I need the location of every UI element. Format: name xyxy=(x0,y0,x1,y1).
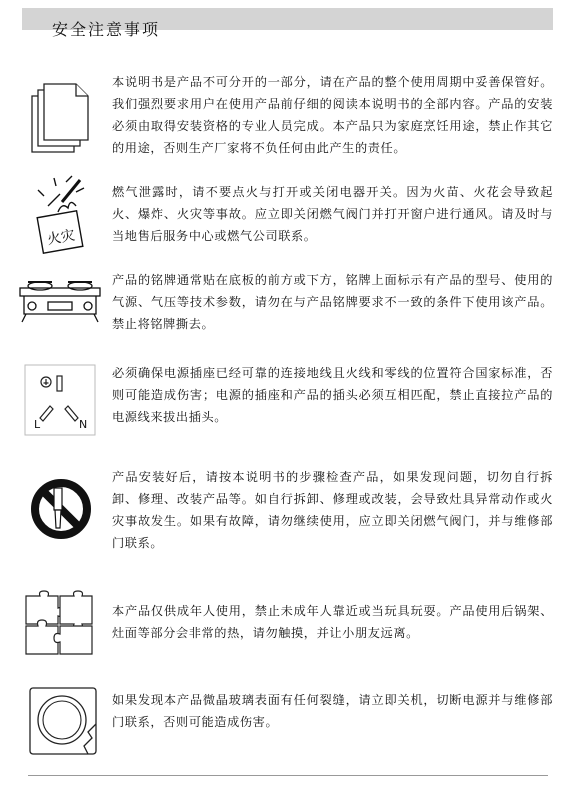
gas-stove-icon xyxy=(16,278,104,324)
safety-note-text: 本产品仅供成年人使用，禁止未成年人靠近或当玩具玩耍。产品使用后锅架、灶面等部分会非常的热，请勿触摸，并让小朋友远离。 xyxy=(112,604,553,640)
safety-note-text: 产品的铭牌通常贴在底板的前方或下方，铭牌上面标示有产品的型号、使用的气源、气压等技术参数，请勿在与产品铭牌要求不一致的条件下使用该产品。禁止将铭牌撕去。 xyxy=(112,273,553,331)
power-socket-icon xyxy=(24,364,96,436)
cracked-glass-panel-icon xyxy=(28,686,98,756)
page-title: 安全注意事项 xyxy=(52,19,161,39)
footer-divider xyxy=(28,775,548,776)
live-terminal-label: L xyxy=(34,418,41,431)
puzzle-pieces-icon xyxy=(22,590,96,656)
safety-note-text: 必须确保电源插座已经可靠的连接地线且火线和零线的位置符合国家标准，否则可能造成伤害；电源的插座和产品的插头必须互相匹配，禁止直接拉产品的电源线来拔出插头。 xyxy=(112,366,553,424)
no-disassembly-icon xyxy=(30,478,92,540)
fire-hazard-label: 火灾 xyxy=(45,227,77,249)
safety-note-text: 本说明书是产品不可分开的一部分，请在产品的整个使用周期中妥善保管好。我们强烈要求用户在使用产品前仔细的阅读本说明书的全部内容。产品的安装必须由取得安装资格的专业人员完成。本产品只为家庭烹饪用途，禁止作其它的用途，否则生产厂家将不负任何由此产生的责任。 xyxy=(112,75,553,155)
document-pages-icon xyxy=(30,82,92,154)
safety-note-text: 产品安装好后，请按本说明书的步骤检查产品，如果发现问题，切勿自行拆卸、修理、改装产品等。如自行拆卸、修理或改装，会导致灶具异常动作或火灾事故发生。如果有故障，请勿继续使用，应立即关闭燃气阀门，并与维修部门联系。 xyxy=(112,470,553,550)
fire-hazard-icon xyxy=(26,172,96,262)
safety-note-text: 如果发现本产品微晶玻璃表面有任何裂缝，请立即关机，切断电源并与维修部门联系，否则可能造成伤害。 xyxy=(112,693,553,729)
neutral-terminal-label: N xyxy=(79,418,88,431)
safety-note-text: 燃气泄露时，请不要点火与打开或关闭电器开关。因为火苗、火花会导致起火、爆炸、火灾等事故。应立即关闭燃气阀门并打开窗户进行通风。请及时与当地售后服务中心或燃气公司联系。 xyxy=(112,185,553,243)
